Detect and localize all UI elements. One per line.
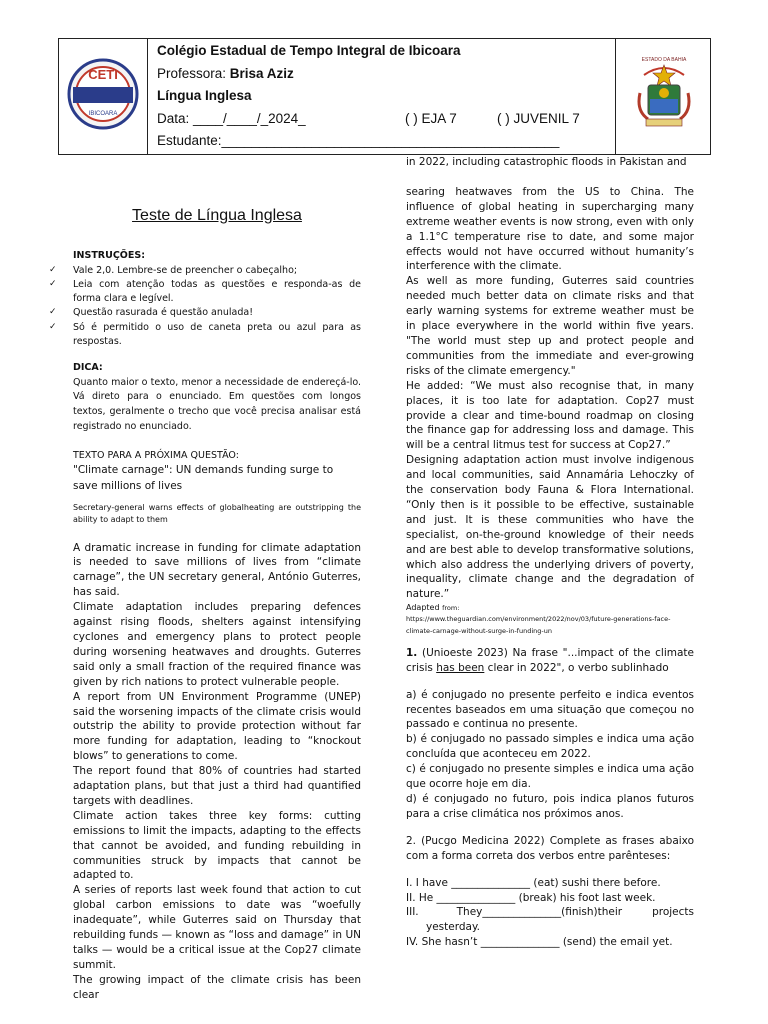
question-2-item-2[interactable]: II. He _______________ (break) his foot last week. bbox=[406, 891, 656, 904]
question-1-option-d[interactable]: d) é conjugado no futuro, pois indica planos futuros para a crise climática nos próximos anos. bbox=[406, 793, 694, 820]
article-paragraph: Climate adaptation includes preparing defences against rising floods, shelters against intensifying cyclones and emergency plans to protect people during worsening heatwaves and droughts. Guterres said only a small fraction of the required finance was given by rich nations to protect vulnerable people. bbox=[73, 601, 361, 688]
header-info bbox=[157, 40, 617, 153]
header-table bbox=[58, 38, 711, 155]
instruction-item: ✓ Vale 2,0. Lembre-se de preencher o cabeçalho; bbox=[49, 264, 298, 276]
article-paragraph: The growing impact of the climate crisis has been clear bbox=[73, 973, 361, 1001]
article-subheading: Secretary-general warns effects of globalheating are outstripping the ability to adapt to them bbox=[73, 502, 361, 525]
ceti-logo-cell bbox=[59, 39, 148, 154]
article-paragraph: As well as more funding, Guterres said countries needed much better data on climate risks and that early warning systems for extreme weather must be in place everywhere in the world within five years. "The world must step up and protect people and communities from the immediate and ever-growing risks of the climate emergency." bbox=[406, 275, 694, 377]
juvenil-checkbox[interactable]: ( ) JUVENIL 7 bbox=[497, 110, 580, 126]
article-paragraph: A report from UN Environment Programme (UNEP) said the worsening impacts of the climate crisis would outstrip the ability to provide protection without far more funding for adaptation, leading to “knockout blows” to generations to come. bbox=[73, 690, 361, 763]
question-1-option-c[interactable]: c) é conjugado no presente simples e indica uma ação que ocorre hoje em dia. bbox=[406, 763, 694, 791]
page-title: Teste de Língua Inglesa bbox=[132, 207, 302, 224]
source-url[interactable]: https://www.theguardian.com/environment/2022/nov/03/future-generations-face-climate-carnage-without-surge-in-funding-un bbox=[406, 615, 671, 635]
svg-text:ESTADO DA BAHIA: ESTADO DA BAHIA bbox=[641, 57, 687, 63]
subject-line: Língua Inglesa bbox=[157, 88, 252, 103]
instructions-list bbox=[49, 264, 361, 350]
article-paragraph: The report found that 80% of countries had started adaptation plans, but that just a third had quantified targets with deadlines. bbox=[73, 765, 361, 807]
question-2-item-4[interactable]: IV. She hasn’t _______________ (send) the email yet. bbox=[406, 936, 673, 949]
teacher-line: Professora: Brisa Aziz bbox=[157, 65, 294, 81]
student-line[interactable]: Estudante:_____________________________________________ bbox=[157, 133, 560, 148]
date-line[interactable]: Data: ____/____/_2024_ ( ) EJA 7 ( ) JUVENIL 7 bbox=[157, 108, 617, 131]
state-seal-icon bbox=[634, 53, 694, 135]
article-title: "Climate carnage": UN demands funding surge to save millions of lives bbox=[73, 464, 334, 492]
instructions-heading: INSTRUÇÕES: bbox=[73, 249, 146, 261]
school-name: Colégio Estadual de Tempo Integral de Ibicoara bbox=[157, 43, 461, 58]
article-paragraph: A dramatic increase in funding for climate adaptation is needed to save millions of lives from “climate carnage”, the UN secretary general, António Guterres, has said. bbox=[73, 541, 361, 599]
left-column bbox=[49, 200, 361, 1003]
instruction-item: ✓ Questão rasurada é questão anulada! bbox=[49, 307, 254, 319]
ceti-logo bbox=[67, 57, 139, 131]
question-1-option-b[interactable]: b) é conjugado no passado simples e indica uma ação concluída que aconteceu em 2022. bbox=[406, 733, 694, 761]
eja-checkbox[interactable]: ( ) EJA 7 bbox=[405, 110, 457, 126]
question-2-item-3[interactable]: III. They_______________(finish)their projects bbox=[406, 906, 694, 919]
article-paragraph: Designing adaptation action must involve indigenous and local communities, said Annamária Lehoczky of the conservation body Fauna & Flora International. “Only then is it possible to be effective, sustainable and just. It is these communities who have the specialist, on-the-ground knowledge of their needs and are best able to develop transformative solutions, which also address the underlying drivers of poverty, inequality, climate change and the degradation of nature.” bbox=[406, 454, 694, 601]
check-icon: ✓ bbox=[49, 278, 57, 289]
article-paragraph: He added: “We must also recognise that, in many places, it is too late for adaptation. Cop27 must provide a clear and time-bound roadmap on closing the finance gap for addressing loss and damage. This will be a central litmus test for success at Cop27.” bbox=[406, 379, 694, 452]
check-icon: ✓ bbox=[49, 264, 57, 275]
tip-heading: DICA: bbox=[73, 362, 103, 374]
check-icon: ✓ bbox=[49, 321, 57, 332]
source-note: Adapted from: https://www.theguardian.com/environment/2022/nov/03/future-generations-face-climate-carnage-without-surge-in-funding-un bbox=[406, 603, 671, 635]
article-paragraph: searing heatwaves from the US to China. The influence of global heating in supercharging many extreme weather events is now strong, even with only a 1.1°C temperature rise to date, and some major effects would not have occurred without humanity’s interference with the climate. bbox=[406, 185, 694, 273]
svg-text:IBICOARA: IBICOARA bbox=[88, 111, 118, 117]
instruction-item: ✓ Leia com atenção todas as questões e responda-as de forma clara e legível. bbox=[49, 278, 361, 305]
question-1-stem: 1. (Unioeste 2023) Na frase "...impact of the climate crisis has been clear in 2022", o verbo sublinhado bbox=[406, 646, 694, 674]
article-continuation: in 2022, including catastrophic floods in Pakistan and bbox=[406, 156, 687, 168]
right-column bbox=[406, 155, 694, 950]
question-2-item-1[interactable]: I. I have _______________ (eat) sushi there before. bbox=[406, 876, 661, 889]
text-label: TEXTO PARA A PRÓXIMA QUESTÃO: bbox=[73, 449, 239, 461]
article-paragraph: A series of reports last week found that action to cut global carbon emissions to date was “woefully inadequate”, while Guterres said on Thursday that rebuilding funds — known as “loss and damage” in UN talks — would be a critical issue at the Cop27 climate summit. bbox=[73, 884, 361, 971]
check-icon: ✓ bbox=[49, 307, 57, 318]
question-2-stem: 2. (Pucgo Medicina 2022) Complete as frases abaixo com a forma correta dos verbos entre parênteses: bbox=[406, 834, 694, 862]
underlined-verb: has been bbox=[436, 661, 485, 674]
svg-text:CETI: CETI bbox=[88, 67, 118, 82]
instruction-item: ✓ Só é permitido o uso de caneta preta ou azul para as respostas. bbox=[49, 321, 361, 347]
tip-text: Quanto maior o texto, menor a necessidade de endereçá-lo. Vá direto para o enunciado. Em questões com longos textos, geralmente o trecho que você precisa analisar está registrado no enunciado. bbox=[73, 376, 361, 432]
question-2-item-3-cont: yesterday. bbox=[426, 921, 481, 934]
article-paragraph: Climate action takes three key forms: cutting emissions to limit the impacts, adapting to the effects that cannot be avoided, and funding rebuilding in communities struck by impacts that cannot be adapted to. bbox=[73, 809, 361, 882]
state-seal-cell bbox=[615, 39, 710, 154]
question-1-option-a[interactable]: a) é conjugado no presente perfeito e indica eventos recentes baseados em uma situação que começou no passado e continua no presente. bbox=[406, 688, 694, 731]
